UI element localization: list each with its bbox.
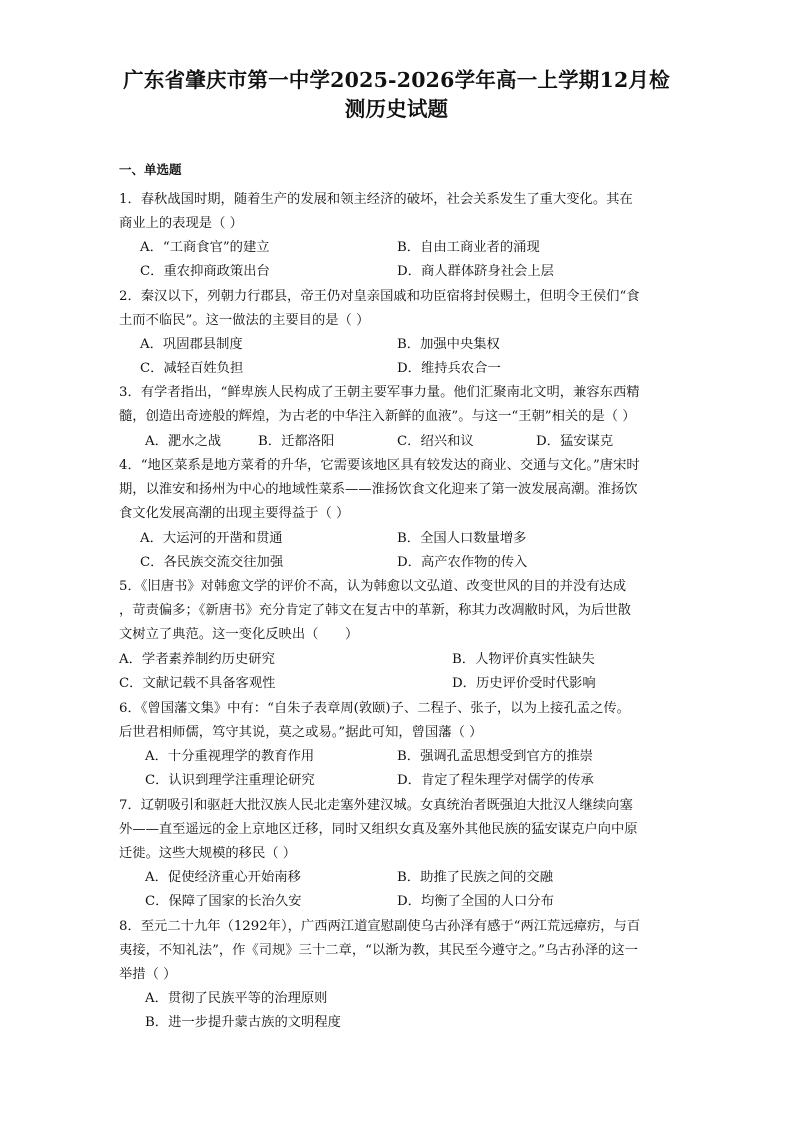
option-7d: D．均衡了全国的人口分布 xyxy=(397,894,554,909)
option-2d: D．维持兵农合一 xyxy=(397,361,501,376)
question-text-line: 迁徙。这些大规模的移民（ ） xyxy=(119,846,297,861)
question-text-line: 6．《曾国藩文集》中有：“自朱子表章周(敦颐)子、二程子、张子，以为上接孔孟之传。 xyxy=(119,701,630,716)
question-2 xyxy=(119,285,675,333)
question-text-line: 1．春秋战国时期，随着生产的发展和领主经济的破坏，社会关系发生了重大变化。其在 xyxy=(119,192,633,207)
option-8a: A．贯彻了民族平等的治理原则 xyxy=(145,991,328,1006)
option-2b: B．加强中央集权 xyxy=(397,337,500,352)
section-heading: 一、单选题 xyxy=(119,162,182,177)
option-6a: A．十分重视理学的教育作用 xyxy=(145,749,315,764)
question-text-line: ，苛责偏多；《新唐书》充分肯定了韩文在复古中的革新，称其力改凋敝时风，为后世散 xyxy=(119,603,631,618)
option-5b: B．人物评价真实性缺失 xyxy=(452,652,595,667)
title-line-1: 广东省肇庆市第一中学2025-2026学年高一上学期12月检 xyxy=(123,68,670,92)
option-6c: C．认识到理学注重理论研究 xyxy=(145,773,315,788)
option-5d: D．历史评价受时代影响 xyxy=(452,676,596,691)
question-text-line: 3．有学者指出，“鲜卑族人民构成了王朝主要军事力量。他们汇聚南北文明，兼容东西精 xyxy=(119,385,640,400)
option-5a: A．学者素养制约历史研究 xyxy=(119,652,275,667)
title-line-2: 测历史试题 xyxy=(344,97,449,121)
option-3a: A．淝水之战 xyxy=(145,434,222,449)
question-text-line: 后世君相师儒，笃守其说，莫之或易。”据此可知，曾国藩（ ） xyxy=(119,725,483,740)
option-7a: A．促使经济重心开始南移 xyxy=(145,870,301,885)
option-1c: C．重农抑商政策出台 xyxy=(140,264,270,279)
question-3 xyxy=(119,381,675,429)
question-text-line: 商业上的表现是（ ） xyxy=(119,216,243,231)
question-7 xyxy=(119,794,675,866)
option-7c: C．保障了国家的长治久安 xyxy=(145,894,302,909)
question-4 xyxy=(119,454,675,526)
question-text-line: 举措（ ） xyxy=(119,967,177,982)
question-text-line: 期，以淮安和扬州为中心的地域性菜系——淮扬饮食文化迎来了第一波发展高潮。淮扬饮 xyxy=(119,482,638,497)
question-5 xyxy=(119,575,675,647)
option-6d: D．肯定了程朱理学对儒学的传承 xyxy=(397,773,594,788)
question-text-line: 2．秦汉以下，列朝力行郡县，帝王仍对皇亲国戚和功臣宿将封侯赐土，但明令王侯们“食 xyxy=(119,289,640,304)
option-4c: C．各民族交流交往加强 xyxy=(140,555,284,570)
question-text-line: 土而不临民”。这一做法的主要目的是（ ） xyxy=(119,313,370,328)
option-6b: B．强调孔孟思想受到官方的推崇 xyxy=(397,749,593,764)
question-text-line: 5．《旧唐书》对韩愈文学的评价不高，认为韩愈以文弘道、改变世风的目的并没有达成 xyxy=(119,579,627,594)
option-7b: B．助推了民族之间的交融 xyxy=(397,870,554,885)
option-8b: B．进一步提升蒙古族的文明程度 xyxy=(145,1015,341,1030)
question-1 xyxy=(119,188,675,236)
question-text-line: 4．“地区菜系是地方菜肴的升华，它需要该地区具有较发达的商业、交通与文化。”唐宋时 xyxy=(119,458,640,473)
question-text-line: 8．至元二十九年（1292年），广西两江道宣慰副使乌古孙泽有感于“两江荒远瘴疠，与百 xyxy=(119,919,641,934)
question-text-line: 夷接，不知礼法”，作《司规》三十二章，“以渐为教，其民至今遵守之。”乌古孙泽的这一 xyxy=(119,943,639,958)
question-text-line: 外——直至遥远的金上京地区迁移，同时又组织女真及塞外其他民族的猛安谋克户向中原 xyxy=(119,822,638,837)
option-3b: B．迁都洛阳 xyxy=(258,434,335,449)
question-text-line: 髓，创造出奇迹般的辉煌，为古老的中华注入新鲜的血液”。与这一“王朝”相关的是（ ） xyxy=(119,409,636,424)
exam-title xyxy=(100,66,693,124)
option-4b: B．全国人口数量增多 xyxy=(397,531,527,546)
option-1d: D．商人群体跻身社会上层 xyxy=(397,264,554,279)
option-3c: C．绍兴和议 xyxy=(397,434,474,449)
question-text-line: 文树立了典范。这一变化反映出（ ） xyxy=(119,627,359,642)
option-1a: A．“工商食官”的建立 xyxy=(140,240,270,255)
question-text-line: 7．辽朝吸引和驱赶大批汉族人民北走塞外建汉城。女真统治者既强迫大批汉人继续向塞 xyxy=(119,798,633,813)
question-text-line: 食文化发展高潮的出现主要得益于（ ） xyxy=(119,506,350,521)
option-4d: D．高产农作物的传入 xyxy=(397,555,528,570)
option-5c: C．文献记载不具备客观性 xyxy=(119,676,276,691)
option-2c: C．减轻百姓负担 xyxy=(140,361,244,376)
question-8 xyxy=(119,915,675,987)
question-6 xyxy=(119,697,675,745)
option-3d: D．猛安谋克 xyxy=(536,434,614,449)
option-1b: B．自由工商业者的涌现 xyxy=(397,240,540,255)
option-4a: A．大运河的开凿和贯通 xyxy=(140,531,283,546)
option-2a: A．巩固郡县制度 xyxy=(140,337,243,352)
